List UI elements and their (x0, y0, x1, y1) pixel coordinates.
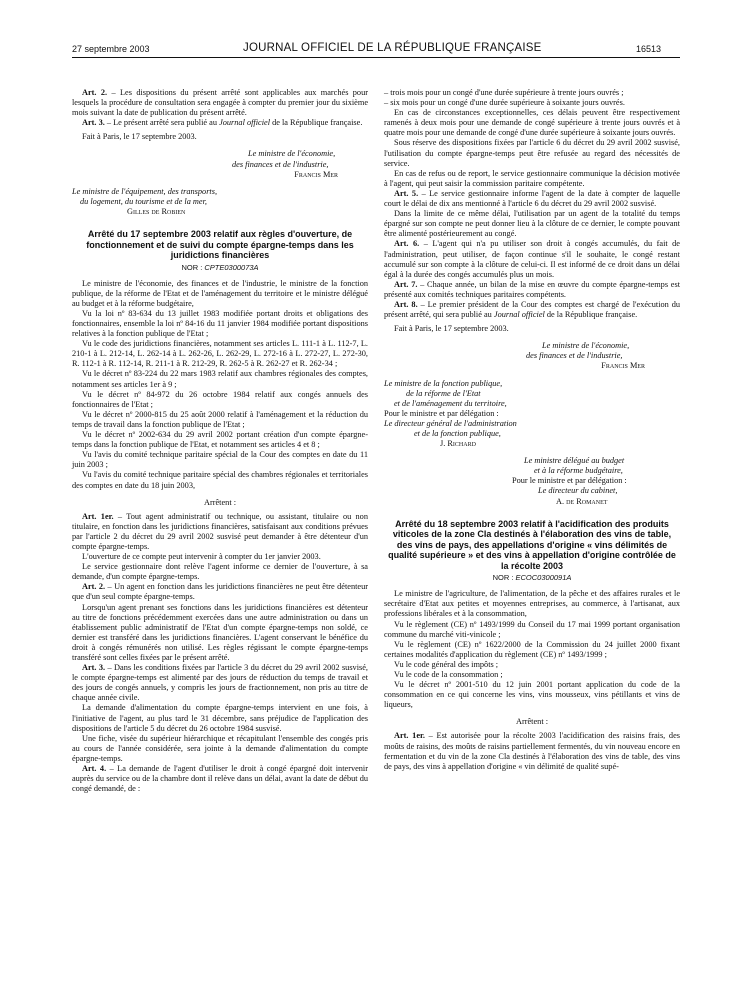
paragraph: Le ministre de l'économie, des finances et de l'industrie, le ministre de la fonction publique, de la réforme de l'Etat et de l'aménagement du territoire et le ministre délégué au budget et à la réforme budgétaire, (72, 278, 368, 308)
decree-title: Arrêté du 18 septembre 2003 relatif à l'acidification des produits viticoles de la zone Cla destinés à l'élaboration des vins de table, des vins de pays, des appellations d'origine « vins délimités de qualité supérieure » et des vins à appellation d'origine contrôlée de la récolte 2003 (388, 518, 676, 571)
header-journal-title: JOURNAL OFFICIEL DE LA RÉPUBLIQUE FRANÇAISE (243, 42, 542, 54)
paragraph: Dans la limite de ce même délai, l'utilisation par un agent de la totalité du temps épargné sur son compte ne peut donner lieu à la clôture de ce dernier, le compte pouvant être alimenté postérieurement au congé. (384, 209, 680, 239)
paragraph: Art. 2. – Les dispositions du présent arrêté sont applicables aux marchés pour lesquels la procédure de consultation sera engagée à compter du premier jour du sixième mois suivant la date de publication du présent arrêté. (72, 88, 368, 118)
page-header (0, 0, 752, 60)
paragraph: Art. 1er. – Tout agent administratif ou technique, ou assistant, titulaire ou non titulaire, en fonction dans les juridictions financières, satisfaisant aux conditions prévues par l'article 2 du décret du 29 avril 2002 susvisé peut demander à être détenteur d'un compte épargne-temps. (72, 511, 368, 551)
signature-block: Le ministre de l'économie, (542, 341, 630, 351)
paragraph: Le ministre de l'agriculture, de l'alimentation, de la pêche et des affaires rurales et le secrétaire d'Etat aux petites et moyennes entreprises, au commerce, à l'artisanat, aux professions libérales et à la consommation, (384, 589, 680, 619)
paragraph: Lorsqu'un agent prenant ses fonctions dans les juridictions financières est détenteur au titre de fonctions précédemment exercées dans une autre administration ou dans un établissement public administratif de l'Etat d'un compte épargne-temps non soldé, ce dernier est transféré dans les juridictions financières. L'agent conservant le bénéfice du droit à congés rémunérés non utilisé. Les règles régissant le compte épargne-temps transféré sont celles fixées par le présent arrêté. (72, 602, 368, 662)
right-column: – trois mois pour un congé d'une durée supérieure à trente jours ouvrés ; – six mois pour un congé d'une durée supérieure à soixante jours ouvrés. En cas de circonstances exceptionnelles, ces délais peuvent être respectivement ramenés à deux mois pour une demande de congé supérieure à trente jours ouvrés et à quatre mois pour une demande de congé d'une durée supérieure à soixante jours ouvrés. Sous réserve des dispositions fixées par l'article 6 du décret du 29 avril 2002 susvisé, l'utilisation du compte épargne-temps peut être refusée au regard des nécessités de service. En cas de refus ou de report, le service gestionnaire communique la décision motivée à l'agent, qui peut saisir la commission paritaire compétente. Art. 5. – Le service gestionnaire informe l'agent de la date à compter de laquelle court le délai de dix ans mentionné à l'article 6 du décret du 29 avril 2002 susvisé. Dans la limite de ce même délai, l'utilisation par un agent de la totalité du temps épargné sur son compte ne peut donner lieu à la clôture de ce dernier, le compte pouvant être alimenté postérieurement au congé. Art. 6. – L'agent qui n'a pu utiliser son droit à congés accumulés, du fait de l'administration, peut utiliser, de façon continue s'il le souhaite, le congé restant accumulé sur son compte à la clôture de celui-ci. Il est informé de ce droit dans un délai égal à la durée des congés accumulés plus un mois. Art. 7. – Chaque année, un bilan de la mise en œuvre du compte épargne-temps est présenté aux comités techniques paritaires compétents. Art. 8. – Le premier président de la Cour des comptes est chargé de l'exécution du présent arrêté, qui sera publié au Journal officiel de la République française. Fait à Paris, le 17 septembre 2003. Le ministre de l'économie, des finances et de l'industrie, Francis Mer Le ministre de la fonction publique, de la réforme de l'Etat et de l'aménagement du territoire, Pour le ministre et par délégation : Le directeur général de l'administration et de la fonction publique, J. Richard Le ministre délégué au budget et à la réforme budgétaire, Pour le ministre et par délégation : Le directeur du cabinet, A. de Romanet Arrêté du 18 septembre 2003 relatif à l'acidification des produits viticoles de la zone Cla destinés à l'élaboration des vins de table, des vins de pays, des appellations d'origine « vins délimités de qualité supérieure » et des vins à appellation d'origine contrôlée de la récolte 2003 NOR : ECOC0300091A Le ministre de l'agriculture, de l'alimentation, de la pêche et des affaires rurales et le secrétaire d'Etat aux petites et moyennes entreprises, au commerce, à l'artisanat, aux professions libérales et à la consommation, Vu le règlement (CE) nº 1493/1999 du Conseil du 17 mai 1999 portant organisation commune du marché viti-vinicole ; Vu le règlement (CE) nº 1622/2000 de la Commission du 24 juillet 2000 fixant certaines modalités d'application du règlement (CE) nº 1493/1999 ; Vu le code général des impôts ; Vu le code de la consommation ; Vu le décret nº 2001-510 du 12 juin 2001 portant application du code de la consommation en ce qui concerne les vins, vins mousseux, vins pétillants et vins de liqueurs, Arrêtent : Art. 1er. – Est autorisée pour la récolte 2003 l'acidification des raisins frais, des moûts de raisins, des moûts de raisins partiellement fermentés, du vin nouveau encore en fermentation et du vin de la zone Cla destinés à l'élaboration des vins de table, des vins de pays, des vins à appellation d'origine « vin délimité de qualité supé- (384, 88, 681, 771)
paragraph: Art. 3. – Le présent arrêté sera publié au Journal officiel de la République française. (82, 118, 363, 128)
paragraph: Art. 3. – Dans les conditions fixées par l'article 3 du décret du 29 avril 2002 susvisé, le compte épargne-temps est alimenté par des jours de réduction du temps de travail et des jours de congés annuels, y compris les jours de fractionnement, non pris au titre de chaque année civile. (72, 663, 368, 703)
signature-block: Le ministre délégué au budget (524, 456, 625, 466)
signatory-name: Francis Mer (601, 361, 645, 371)
date-line: Fait à Paris, le 17 septembre 2003. (82, 132, 197, 142)
paragraph: Sous réserve des dispositions fixées par l'article 6 du décret du 29 avril 2002 susvisé, l'utilisation du compte épargne-temps peut être refusée au regard des nécessités de service. (384, 138, 680, 168)
paragraph: Art. 7. – Chaque année, un bilan de la mise en œuvre du compte épargne-temps est présenté aux comités techniques paritaires compétents. (384, 279, 680, 299)
paragraph: L'ouverture de ce compte peut intervenir à compter du 1er janvier 2003. (82, 552, 321, 562)
paragraph: Art. 2. – Un agent en fonction dans les juridictions financières ne peut être détenteur que d'un seul compte épargne-temps. (72, 582, 369, 602)
paragraph: Vu le décret nº 2000-815 du 25 août 2000 relatif à l'aménagement et la réduction du temps de travail dans la fonction publique de l'Etat ; (72, 409, 368, 429)
paragraph: Vu le décret nº 83-224 du 22 mars 1983 relatif aux chambres régionales des comptes, notamment ses articles 1er à 9 ; (72, 369, 368, 389)
paragraph: Vu le code de la consommation ; (394, 670, 503, 679)
paragraph: En cas de circonstances exceptionnelles, ces délais peuvent être respectivement ramenés à deux mois pour une demande de congé supérieure à trente jours ouvrés et à quatre mois pour une demande de congé d'une durée supérieure à soixante jours ouvrés. (384, 108, 680, 138)
paragraph: Vu l'avis du comité technique paritaire spécial de la Cour des comptes en date du 11 juin 2003 ; (72, 450, 368, 470)
nor-reference: NOR : CPTE0300073A (181, 262, 259, 272)
signatory-name: J. Richard (440, 439, 476, 449)
paragraph: Vu le code des juridictions financières, notamment ses articles L. 111-1 à L. 112-7, L. 210-1 à L. 212-14, L. 262-14 à L. 262-26, L. 262-29, L. 272-16 à L. 272-27, L. 272-30, R. 112-1 à R. 112-14, R. 211-1 à R. 212-29, R. 262-5 à R. 262-27 et R. 262-34 ; (72, 339, 368, 369)
paragraph: Vu la loi nº 83-634 du 13 juillet 1983 modifiée portant droits et obligations des fonctionnaires, ensemble la loi nº 84-16 du 11 janvier 1984 modifiée portant dispositions relatives à la fonction publique de l'Etat ; (72, 308, 368, 339)
paragraph: Vu le décret nº 2001-510 du 12 juin 2001 portant application du code de la consommation en ce qui concerne les vins, vins mousseux, vins pétillants et vins de liqueurs, (384, 680, 680, 710)
paragraph: Art. 6. – L'agent qui n'a pu utiliser son droit à congés accumulés, du fait de l'administration, peut utiliser, de façon continue s'il le souhaite, le congé restant accumulé sur son compte à la clôture de celui-ci. Il est informé de ce droit dans un délai égal à la durée des congés accumulés plus un mois. (384, 239, 680, 279)
header-rule (72, 57, 680, 58)
paragraph: Art. 5. – Le service gestionnaire informe l'agent de la date à compter de laquelle court le délai de dix ans mentionné à l'article 6 du décret du 29 avril 2002 susvisé. (384, 188, 681, 209)
paragraph: Art. 8. – Le premier président de la Cour des comptes est chargé de l'exécution du présent arrêté, qui sera publié au Journal officiel de la République française. (384, 299, 681, 320)
paragraph: Vu le décret nº 2002-634 du 29 avril 2002 portant création d'un compte épargne-temps dans la fonction publique de l'Etat, et notamment ses articles 4 et 8 ; (72, 430, 368, 450)
list-item: – trois mois pour un congé d'une durée supérieure à trente jours ouvrés ; (384, 88, 624, 97)
signatory-name: Gilles de Robien (127, 206, 186, 216)
paragraph: Art. 1er. – Est autorisée pour la récolte 2003 l'acidification des raisins frais, des moûts de raisins, des moûts de raisins partiellement fermentés, du vin nouveau encore en fermentation et du vin de la zone Cla destinés à l'élaboration des vins de table, des vins de pays, des vins à appellation d'origine « vin délimité de qualité supé- (384, 731, 680, 771)
paragraph: Une fiche, visée du supérieur hiérarchique et récapitulant l'ensemble des congés pris au cours de l'année considérée, sera jointe à la demande d'alimentation du compte épargne-temps. (72, 733, 368, 763)
date-line: Fait à Paris, le 17 septembre 2003. (394, 324, 509, 334)
signatory-name: A. de Romanet (556, 496, 608, 506)
left-column: Art. 2. – Les dispositions du présent arrêté sont applicables aux marchés pour lesquels la procédure de consultation sera engagée à compter du premier jour du sixième mois suivant la date de publication du présent arrêté. Art. 3. – Le présent arrêté sera publié au Journal officiel de la République française. Fait à Paris, le 17 septembre 2003. Le ministre de l'économie, des finances et de l'industrie, Francis Mer Le ministre de l'équipement, des transports, du logement, du tourisme et de la mer, Gilles de Robien Arrêté du 17 septembre 2003 relatif aux règles d'ouverture, de fonctionnement et de suivi du compte épargne-temps dans les juridictions financières NOR : CPTE0300073A Le ministre de l'économie, des finances et de l'industrie, le ministre de la fonction publique, de la réforme de l'Etat et de l'aménagement du territoire et le ministre délégué au budget et à la réforme budgétaire, Vu la loi nº 83-634 du 13 juillet 1983 modifiée portant droits et obligations des fonctionnaires, ensemble la loi nº 84-16 du 11 janvier 1984 modifiée portant dispositions relatives à la fonction publique de l'Etat ; Vu le code des juridictions financières, notamment ses articles L. 111-1 à L. 112-7, L. 210-1 à L. 212-14, L. 262-14 à L. 262-26, L. 262-29, L. 272-16 à L. 272-27, L. 272-30, R. 112-1 à R. 112-14, R. 211-1 à R. 212-29, R. 262-5 à R. 262-27 et R. 262-34 ; Vu le décret nº 83-224 du 22 mars 1983 relatif aux chambres régionales des comptes, notamment ses articles 1er à 9 ; Vu le décret nº 84-972 du 26 octobre 1984 relatif aux congés annuels des fonctionnaires de l'Etat ; Vu le décret nº 2000-815 du 25 août 2000 relatif à l'aménagement et la réduction du temps de travail dans la fonction publique de l'Etat ; Vu le décret nº 2002-634 du 29 avril 2002 portant création d'un compte épargne-temps dans la fonction publique de l'Etat, et notamment ses articles 4 et 8 ; Vu l'avis du comité technique paritaire spécial de la Cour des comptes en date du 11 juin 2003 ; Vu l'avis du comité technique paritaire spécial des chambres régionales et territoriales des comptes en date du 18 juin 2003, Arrêtent : Art. 1er. – Tout agent administratif ou technique, ou assistant, titulaire ou non titulaire, en fonction dans les juridictions financières, satisfaisant aux conditions prévues par l'article 2 du décret du 29 avril 2002 susvisé peut demander à être détenteur d'un compte épargne-temps. L'ouverture de ce compte peut intervenir à compter du 1er janvier 2003. Le service gestionnaire dont relève l'agent informe ce dernier de l'ouverture, à sa demande, d'un compte épargne-temps. Art. 2. – Un agent en fonction dans les juridictions financières ne peut être détenteur que d'un seul compte épargne-temps. Lorsqu'un agent prenant ses fonctions dans les juridictions financières est détenteur au titre de fonctions précédemment exercées dans une autre administration ou dans un établissement public administratif de l'Etat d'un compte épargne-temps non soldé, ce dernier est transféré dans les juridictions financières. L'agent conservant le bénéfice du droit à congés rémunérés non utilisé. Les règles régissant le compte épargne-temps transféré sont celles fixées par le présent arrêté. Art. 3. – Dans les conditions fixées par l'article 3 du décret du 29 avril 2002 susvisé, le compte épargne-temps est alimenté par des jours de réduction du temps de travail et des jours de congés annuels, y compris les jours de fractionnement, non pris au titre de chaque année civile. La demande d'alimentation du compte épargne-temps intervient en une fois, à l'initiative de l'agent, au plus tard le 31 décembre, sans préjudice de l'application des dispositions de l'article 5 du décret du 26 octobre 1984 susvisé. Une fiche, visée du supérieur hiérarchique et récapitulant l'ensemble des congés pris au cours de l'année considérée, sera jointe à la demande d'alimentation du compte épargne-temps. Art. 4. – La demande de l'agent d'utiliser le droit à congé épargné doit intervenir auprès du service ou de la chambre dont il relève dans un délai, avant la date de début du congé demandé, de : (72, 88, 369, 794)
paragraph: Vu le règlement (CE) nº 1622/2000 de la Commission du 24 juillet 2000 fixant certaines modalités d'application du règlement (CE) nº 1493/1999 ; (384, 639, 680, 659)
list-item: – six mois pour un congé d'une durée supérieure à soixante jours ouvrés. (384, 98, 625, 108)
header-date: 27 septembre 2003 (72, 44, 150, 54)
signature-block: Le ministre de la fonction publique, (384, 378, 503, 388)
arretent-heading: Arrêtent : (515, 717, 549, 727)
signatory-name: Francis Mer (294, 169, 338, 179)
decree-title: Arrêté du 17 septembre 2003 relatif aux règles d'ouverture, de fonctionnement et de suivi du compte épargne-temps dans les juridictions financières (86, 229, 354, 261)
paragraph: Vu le règlement (CE) nº 1493/1999 du Conseil du 17 mai 1999 portant organisation commune du marché viti-vinicole ; (384, 619, 680, 639)
signature-block: Le ministre de l'économie, (248, 149, 336, 159)
paragraph: Art. 4. – La demande de l'agent d'utiliser le droit à congé épargné doit intervenir auprès du service ou de la chambre dont il relève dans un délai, avant la date de début du congé demandé, de : (72, 764, 369, 794)
header-page-number: 16513 (636, 44, 662, 54)
paragraph: Le service gestionnaire dont relève l'agent informe ce dernier de l'ouverture, à sa demande, d'un compte épargne-temps. (72, 562, 368, 582)
arretent-heading: Arrêtent : (203, 497, 237, 507)
paragraph: Vu le code général des impôts ; (394, 659, 499, 669)
paragraph: Vu l'avis du comité technique paritaire spécial des chambres régionales et territoriales des comptes en date du 18 juin 2003, (72, 470, 368, 490)
signature-block: Le ministre de l'équipement, des transports, (72, 186, 218, 196)
paragraph: Vu le décret nº 84-972 du 26 octobre 1984 relatif aux congés annuels des fonctionnaires de l'Etat ; (72, 389, 368, 409)
paragraph: En cas de refus ou de report, le service gestionnaire communique la décision motivée à l'agent, qui peut saisir la commission paritaire compétente. (384, 168, 680, 188)
nor-reference: NOR : ECOC0300091A (492, 573, 572, 583)
paragraph: La demande d'alimentation du compte épargne-temps intervient en une fois, à l'initiative de l'agent, au plus tard le 31 décembre, sans préjudice de l'application des dispositions de l'article 5 du décret du 26 octobre 1984 susvisé. (72, 703, 368, 733)
